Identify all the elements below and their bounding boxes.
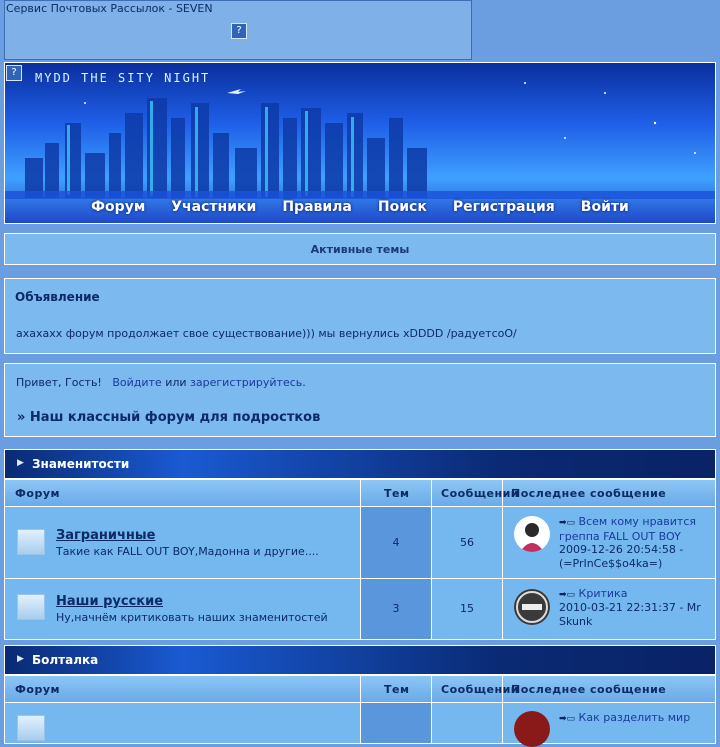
posts-count: 56 bbox=[460, 536, 474, 549]
header-forum: Форум bbox=[15, 683, 61, 696]
topics-count: 4 bbox=[392, 536, 400, 549]
post-icon: ➡▭ bbox=[559, 518, 576, 528]
register-link[interactable]: зарегистрируйтесь bbox=[190, 376, 303, 389]
arrow-right-icon: ▶ bbox=[17, 654, 24, 664]
header-last: Последнее сообщение bbox=[511, 487, 667, 500]
header-topics: Тем bbox=[384, 683, 410, 696]
header-forum: Форум bbox=[15, 487, 61, 500]
announcement-panel bbox=[4, 278, 716, 354]
site-logo-text: MYDD THE SITY NIGHT bbox=[35, 71, 211, 85]
forum-title[interactable]: Заграничные bbox=[56, 528, 156, 543]
table-header bbox=[4, 675, 716, 703]
post-icon: ➡▭ bbox=[559, 714, 576, 724]
topics-count: 3 bbox=[392, 602, 400, 615]
table-row bbox=[4, 578, 716, 640]
nav-login[interactable]: Войти bbox=[580, 199, 629, 215]
posts-count: 15 bbox=[460, 602, 474, 615]
announcement-heading: Объявление bbox=[15, 290, 100, 304]
main-navigation bbox=[5, 199, 715, 223]
nav-forum[interactable]: Форум bbox=[91, 199, 146, 215]
broken-image-icon[interactable]: ? bbox=[6, 65, 22, 81]
login-link[interactable]: Войдите bbox=[112, 376, 162, 389]
nav-members[interactable]: Участники bbox=[171, 199, 257, 215]
ad-title[interactable]: Сервис Почтовых Рассылок - SEVEN bbox=[6, 2, 213, 15]
header-posts: Сообщений bbox=[441, 487, 520, 500]
forum-description: Такие как FALL OUT BOY,Мадонна и другие.... bbox=[56, 545, 319, 558]
last-post-link[interactable]: Всем кому нравится греппа FALL OUT BOY bbox=[559, 515, 697, 543]
announcement-text: ахахахх форум продолжает свое существование))) мы вернулись xDDDD /радуетсоО/ bbox=[16, 327, 517, 340]
post-icon: ➡▭ bbox=[559, 590, 576, 600]
welcome-line bbox=[16, 376, 306, 389]
welcome-panel bbox=[4, 363, 716, 437]
nav-rules[interactable]: Правила bbox=[282, 199, 352, 215]
forum-title[interactable]: Наши русские bbox=[56, 594, 164, 609]
last-post-link[interactable]: Критика bbox=[578, 587, 628, 600]
broken-image-icon[interactable]: ? bbox=[231, 23, 247, 39]
avatar[interactable] bbox=[514, 589, 550, 625]
dot-text: . bbox=[302, 376, 306, 389]
header-banner bbox=[4, 62, 716, 224]
avatar[interactable] bbox=[514, 711, 550, 747]
header-last: Последнее сообщение bbox=[511, 683, 667, 696]
table-row bbox=[4, 506, 716, 579]
nav-register[interactable]: Регистрация bbox=[452, 199, 555, 215]
ad-box bbox=[4, 0, 472, 60]
last-post-link-wrap bbox=[559, 515, 709, 544]
last-post-meta: 2009-12-26 20:54:58 - (=PrInCe$$o4ka=) bbox=[559, 543, 684, 570]
category-header[interactable] bbox=[4, 449, 716, 479]
last-post-link-wrap bbox=[559, 587, 709, 602]
category-header[interactable] bbox=[4, 645, 716, 675]
category-title[interactable]: Знаменитости bbox=[32, 457, 130, 471]
avatar[interactable] bbox=[514, 516, 550, 552]
forum-status-icon bbox=[17, 594, 45, 620]
forum-status-icon bbox=[17, 529, 45, 555]
header-posts: Сообщений bbox=[441, 683, 520, 696]
or-text: или bbox=[165, 376, 187, 389]
last-post-link[interactable]: Как разделить мир bbox=[578, 711, 691, 724]
table-header bbox=[4, 479, 716, 507]
active-topics-bar bbox=[4, 233, 716, 265]
board-name[interactable]: » Наш классный форум для подростков bbox=[17, 410, 321, 425]
last-post-link-wrap bbox=[559, 711, 709, 726]
header-topics: Тем bbox=[384, 487, 410, 500]
active-topics-link[interactable]: Активные темы bbox=[310, 243, 410, 256]
last-post-meta: 2010-03-21 22:31:37 - Mr Skunk bbox=[559, 601, 701, 628]
forum-description: Ну,начнём критиковать наших знаменитостей bbox=[56, 611, 328, 624]
greeting-text: Привет, Гость! bbox=[16, 376, 102, 389]
nav-search[interactable]: Поиск bbox=[377, 199, 427, 215]
category-title[interactable]: Болталка bbox=[32, 653, 99, 667]
table-row bbox=[4, 702, 716, 744]
arrow-right-icon: ▶ bbox=[17, 458, 24, 468]
forum-status-icon bbox=[17, 715, 45, 741]
